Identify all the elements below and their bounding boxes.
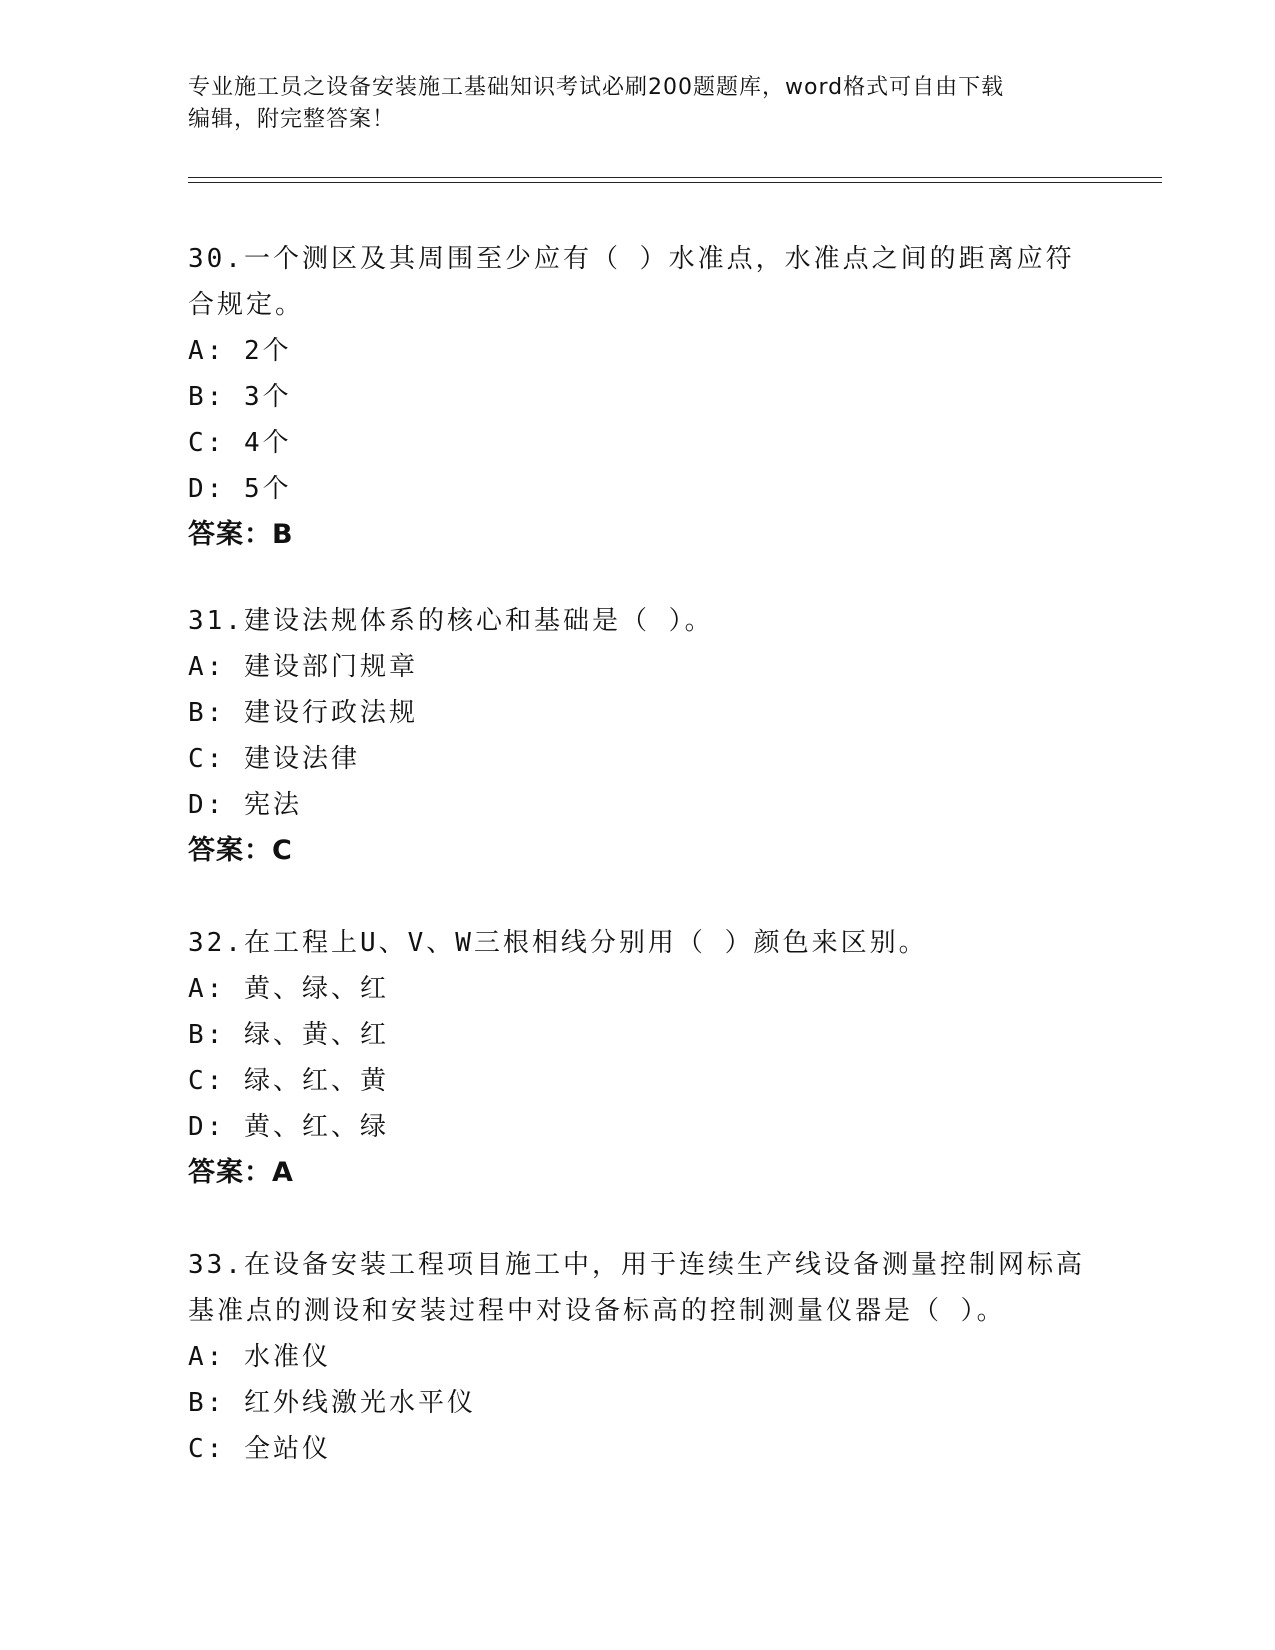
option-b: B: 建设行政法规 — [188, 698, 418, 728]
header-title-line-1: 专业施工员之设备安装施工基础知识考试必刷200题题库，word格式可自由下载 — [188, 75, 1005, 100]
option-b: B: 3个 — [188, 382, 292, 412]
answer: 答案：A — [188, 1157, 294, 1188]
question-stem-continued: 合规定。 — [188, 290, 305, 320]
question-stem: 31.建设法规体系的核心和基础是（ ）。 — [188, 606, 714, 636]
question-30 — [188, 236, 1088, 558]
option-c: C: 4个 — [188, 428, 292, 458]
option-a: A: 黄、绿、红 — [188, 974, 389, 1004]
option-a: A: 2个 — [188, 336, 292, 366]
question-stem: 33.在设备安装工程项目施工中，用于连续生产线设备测量控制网标高 — [188, 1250, 1085, 1280]
option-b: B: 红外线激光水平仪 — [188, 1388, 476, 1418]
option-c: C: 绿、红、黄 — [188, 1066, 389, 1096]
question-stem: 30.一个测区及其周围至少应有（ ）水准点，水准点之间的距离应符 — [188, 244, 1075, 274]
option-d: D: 黄、红、绿 — [188, 1112, 389, 1142]
question-stem-continued: 基准点的测设和安装过程中对设备标高的控制测量仪器是（ ）。 — [188, 1296, 1006, 1326]
answer: 答案：C — [188, 835, 293, 866]
question-33 — [188, 1242, 1088, 1472]
option-c: C: 建设法律 — [188, 744, 360, 774]
option-a: A: 建设部门规章 — [188, 652, 418, 682]
header-divider-top — [188, 177, 1162, 178]
option-d: D: 5个 — [188, 474, 292, 504]
question-32 — [188, 920, 1088, 1196]
option-a: A: 水准仪 — [188, 1342, 331, 1372]
document-header — [188, 72, 1088, 136]
option-d: D: 宪法 — [188, 790, 302, 820]
header-title-line-2: 编辑，附完整答案！ — [188, 107, 396, 132]
answer: 答案：B — [188, 519, 294, 550]
question-stem: 32.在工程上U、V、W三根相线分别用（ ）颜色来区别。 — [188, 928, 928, 958]
option-b: B: 绿、黄、红 — [188, 1020, 389, 1050]
question-31 — [188, 598, 1088, 874]
option-c: C: 全站仪 — [188, 1434, 331, 1464]
header-divider-bottom — [188, 182, 1162, 183]
